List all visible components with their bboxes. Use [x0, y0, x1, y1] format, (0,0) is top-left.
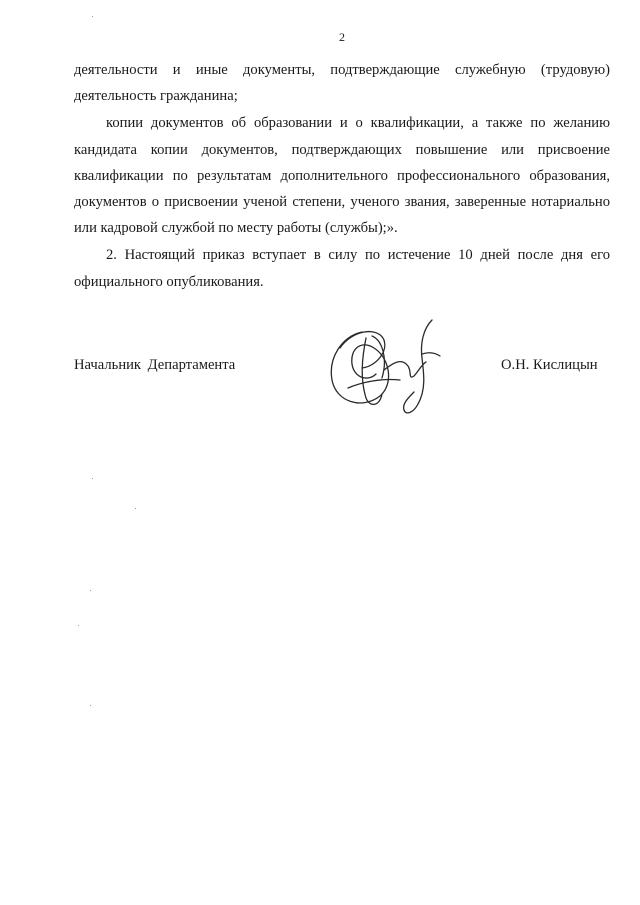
scan-speck	[92, 16, 93, 17]
document-body	[74, 57, 610, 295]
scan-speck	[92, 478, 93, 479]
scan-speck	[78, 625, 79, 626]
handwritten-signature	[322, 318, 452, 422]
paragraph-education-copies: копии документов об образовании и о квалификации, а также по желанию кандидата копии документов, подтверждающих повышение или присвоение квалификации по результатам дополнительного профессионального образования, документов о присвоении ученой степени, ученого звания, заверенные нотариально или кадровой службой по месту работы (службы);».	[74, 115, 610, 237]
scan-speck	[90, 590, 91, 591]
signatory-name: О.Н. Кислицын	[501, 357, 598, 373]
paragraph-effective-date: 2. Настоящий приказ вступает в силу по истечение 10 дней после дня его официального опубликования.	[74, 247, 610, 290]
page-number: 2	[339, 30, 345, 44]
paragraph-continuation: деятельности и иные документы, подтверждающие служебную (трудовую) деятельность гражданина;	[74, 62, 610, 105]
scan-speck	[135, 508, 136, 509]
scan-speck	[90, 705, 91, 706]
signatory-title: Начальник Департамента	[74, 357, 236, 373]
